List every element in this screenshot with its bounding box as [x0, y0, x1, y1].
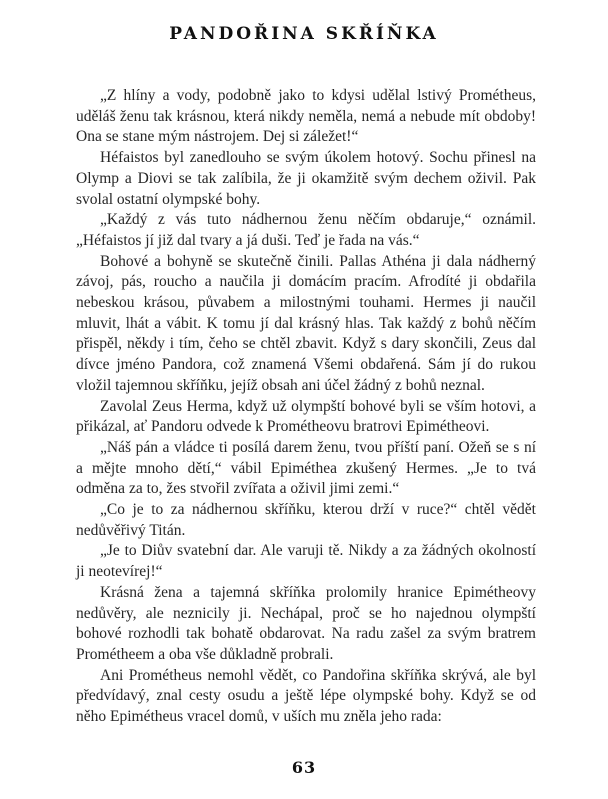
paragraph: Zavolal Zeus Herma, když už olympští bohové byli se vším hotovi, a přikázal, ať Pandoru odvede k Prométheovu bratrovi Epimétheovi. — [76, 397, 536, 436]
paragraph: „Je to Diův svatební dar. Ale varuji tě. Nikdy a za žádných okolností ji neotevírej!“ — [76, 542, 536, 581]
paragraph: „Náš pán a vládce ti posílá darem ženu, tvou příští paní. Ožeň se s ní a mějte mnoho dětí,“ vábil Epiméthea zkušený Hermes. „Je to tvá odměna za to, žes stvořil zvířata a oživil jimi zemi.“ — [76, 438, 536, 498]
paragraph: Ani Prométheus nemohl vědět, co Pandořina skříňka skrývá, ale byl předvídavý, znal cesty osudu a ještě lépe olympské bohy. Když se od něho Epimétheus vracel domů, v uších mu zněla jeho rada: — [76, 666, 536, 726]
paragraph: Krásná žena a tajemná skříňka prolomily hranice Epimétheovy nedůvěry, ale neznicily ji. Nechápal, proč se ho najednou olympští bohové rozhodli tak bohatě obdarovat. Na radu zašel za svým bratrem Prométheem a oba vše důkladně probrali. — [76, 583, 536, 663]
paragraph: Héfaistos byl zanedlouho se svým úkolem hotový. Sochu přinesl na Olymp a Diovi se tak zalíbila, že ji okamžitě svým dechem oživil. Pak svolal ostatní olympské bohy. — [76, 149, 536, 208]
paragraph: „Z hlíny a vody, podobně jako to kdysi udělal lstivý Prométheus, uděláš ženu tak krásnou, která nikdy neměla, nemá a nebude mít obdoby! Ona se stane mým nástrojem. Dej si záležet!“ — [76, 87, 536, 146]
page-number: 63 — [291, 758, 317, 777]
paragraph: Bohové a bohyně se skutečně činili. Pallas Athéna ji dala nádherný závoj, pás, roucho a naučila ji domácím pracím. Afrodíté ji obdařila nebeskou krásou, půvabem a milostnými touhami. Hermes ji naučil mluvit, lhát a vábit. K tomu jí dal krásný hlas. Tak každý z bohů něčím přispěl, někdy i tím, čeho se chtěl zbavit. Když s dary skončili, Zeus dal dívce jméno Pandora, což znamená Všemi obdařená. Sám jí do rukou vložil tajemnou skříňku, jejíž obsah ani účel žádný z bohů neznal. — [76, 252, 536, 394]
paragraph: „Co je to za nádhernou skříňku, kterou drží v ruce?“ chtěl vědět nedůvěřivý Titán. — [76, 501, 536, 539]
text-block — [76, 86, 536, 739]
paragraph: „Každý z vás tuto nádhernou ženu něčím obdaruje,“ oznámil. „Héfaistos jí již dal tvary a já duši. Teď je řada na vás.“ — [76, 211, 536, 249]
page-title: PANDOŘINA SKŘÍŇKA — [169, 24, 439, 44]
